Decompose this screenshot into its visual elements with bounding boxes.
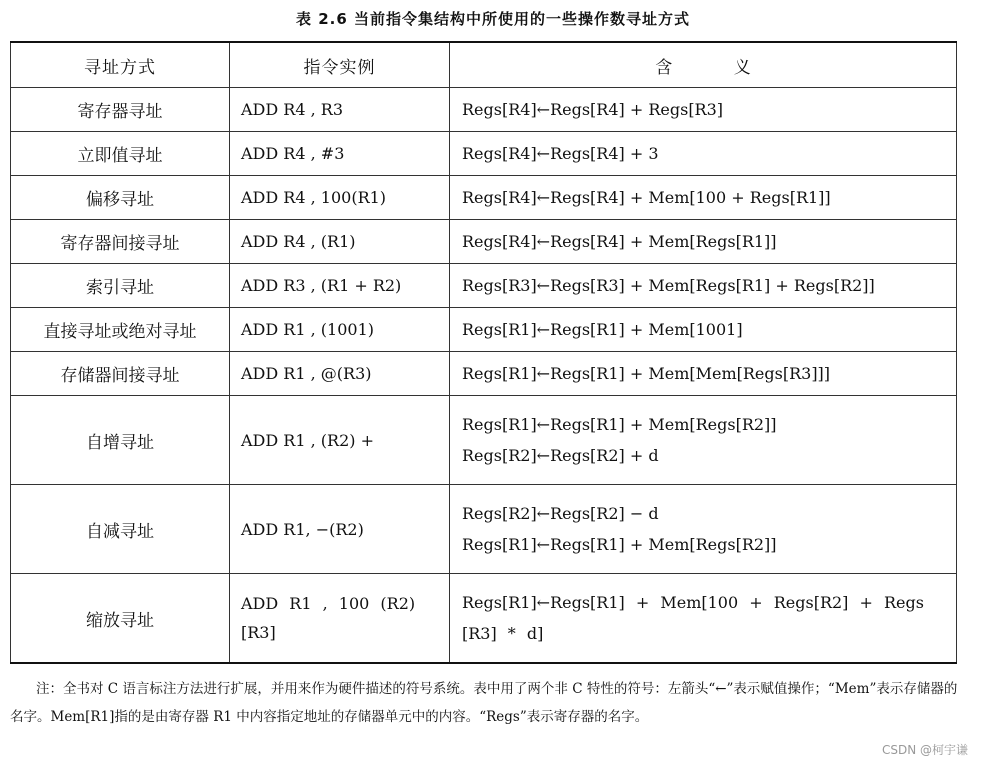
meaning-text: Regs[R1]←Regs[R1] + Mem[1001] bbox=[462, 320, 743, 339]
instruction-text: ADD R4 , R3 bbox=[241, 100, 344, 119]
instruction-cell bbox=[230, 88, 450, 132]
meaning-text: Regs[R1]←Regs[R1] + Mem[Mem[Regs[R3]]] bbox=[462, 364, 831, 383]
instruction-cell bbox=[230, 132, 450, 176]
instruction-text: ADD R3 , (R1 + R2) bbox=[241, 276, 402, 295]
instruction-cell bbox=[230, 264, 450, 308]
mode-cell: 缩放寻址 bbox=[11, 574, 230, 664]
addressing-modes-table bbox=[10, 41, 957, 664]
mode-cell: 寄存器间接寻址 bbox=[11, 220, 230, 264]
table-row bbox=[11, 574, 957, 664]
mode-cell: 自增寻址 bbox=[11, 396, 230, 485]
meaning-cell bbox=[450, 264, 957, 308]
meaning-text: Regs[R2]←Regs[R2] − d bbox=[462, 504, 659, 523]
meaning-cell bbox=[450, 308, 957, 352]
instruction-cell bbox=[230, 176, 450, 220]
meaning-text: Regs[R4]←Regs[R4] + Mem[100 + Regs[R1]] bbox=[462, 188, 831, 207]
header-addressing-mode: 寻址方式 bbox=[11, 42, 230, 88]
instruction-text: ADD R1 , (1001) bbox=[241, 320, 374, 339]
meaning-cell bbox=[450, 574, 957, 664]
table-row bbox=[11, 485, 957, 574]
mode-cell: 存储器间接寻址 bbox=[11, 352, 230, 396]
header-meaning: 含 义 bbox=[450, 42, 957, 88]
mode-cell: 直接寻址或绝对寻址 bbox=[11, 308, 230, 352]
table-row bbox=[11, 396, 957, 485]
table-row bbox=[11, 176, 957, 220]
meaning-cell bbox=[450, 88, 957, 132]
meaning-cell bbox=[450, 396, 957, 485]
meaning-cell bbox=[450, 176, 957, 220]
table-row bbox=[11, 352, 957, 396]
mode-cell: 偏移寻址 bbox=[11, 176, 230, 220]
instruction-text: ADD R1, −(R2) bbox=[241, 519, 364, 539]
mode-cell: 寄存器寻址 bbox=[11, 88, 230, 132]
meaning-text: Regs[R1]←Regs[R1] + Mem[Regs[R2]] bbox=[462, 415, 777, 434]
meaning-cell bbox=[450, 485, 957, 574]
instruction-cell bbox=[230, 308, 450, 352]
meaning-text: Regs[R4]←Regs[R4] + 3 bbox=[462, 144, 659, 163]
instruction-cell bbox=[230, 396, 450, 485]
mode-cell: 自减寻址 bbox=[11, 485, 230, 574]
header-instruction-example: 指令实例 bbox=[230, 42, 450, 88]
table-footnote: 注：全书对 C 语言标注方法进行扩展，并用来作为硬件描述的符号系统。表中用了两个非 C 特性的符号：左箭头“←”表示赋值操作；“Mem”表示存储器的名字。Mem[R1]指的是由寄存器 R1 中内容指定地址的存储器单元中的内容。“Regs”表示寄存器的名字。 bbox=[10, 681, 958, 725]
table-caption: 表 2.6 当前指令集结构中所使用的一些操作数寻址方式 bbox=[295, 10, 691, 28]
instruction-text: ADD R1 , @(R3) bbox=[241, 364, 372, 383]
instruction-cell bbox=[230, 574, 450, 664]
meaning-cell bbox=[450, 352, 957, 396]
instruction-text: ADD R4 , 100(R1) bbox=[241, 188, 387, 207]
table-row bbox=[11, 88, 957, 132]
instruction-text: ADD R1 , 100 (R2) [R3] bbox=[241, 594, 416, 642]
meaning-text: Regs[R1]←Regs[R1] + Mem[Regs[R2]] bbox=[462, 535, 777, 554]
mode-cell: 立即值寻址 bbox=[11, 132, 230, 176]
meaning-text: Regs[R4]←Regs[R4] + Regs[R3] bbox=[462, 100, 724, 119]
meaning-text: Regs[R1]←Regs[R1] + Mem[100 + Regs[R2] + Regs [R3] * d] bbox=[462, 593, 924, 643]
table-row bbox=[11, 264, 957, 308]
meaning-text: Regs[R3]←Regs[R3] + Mem[Regs[R1] + Regs[R2]] bbox=[462, 276, 875, 295]
instruction-cell bbox=[230, 485, 450, 574]
table-header-row bbox=[11, 42, 957, 88]
instruction-cell bbox=[230, 220, 450, 264]
meaning-text: Regs[R4]←Regs[R4] + Mem[Regs[R1]] bbox=[462, 232, 777, 251]
mode-cell: 索引寻址 bbox=[11, 264, 230, 308]
meaning-text: Regs[R2]←Regs[R2] + d bbox=[462, 446, 659, 465]
table-row bbox=[11, 308, 957, 352]
table-row bbox=[11, 220, 957, 264]
instruction-text: ADD R4 , (R1) bbox=[241, 232, 356, 251]
instruction-text: ADD R4 , #3 bbox=[241, 144, 345, 163]
meaning-cell bbox=[450, 132, 957, 176]
table-row bbox=[11, 132, 957, 176]
instruction-text: ADD R1 , (R2) + bbox=[241, 430, 374, 450]
source-watermark: CSDN @柯宇谦 bbox=[881, 743, 968, 757]
meaning-cell bbox=[450, 220, 957, 264]
instruction-cell bbox=[230, 352, 450, 396]
